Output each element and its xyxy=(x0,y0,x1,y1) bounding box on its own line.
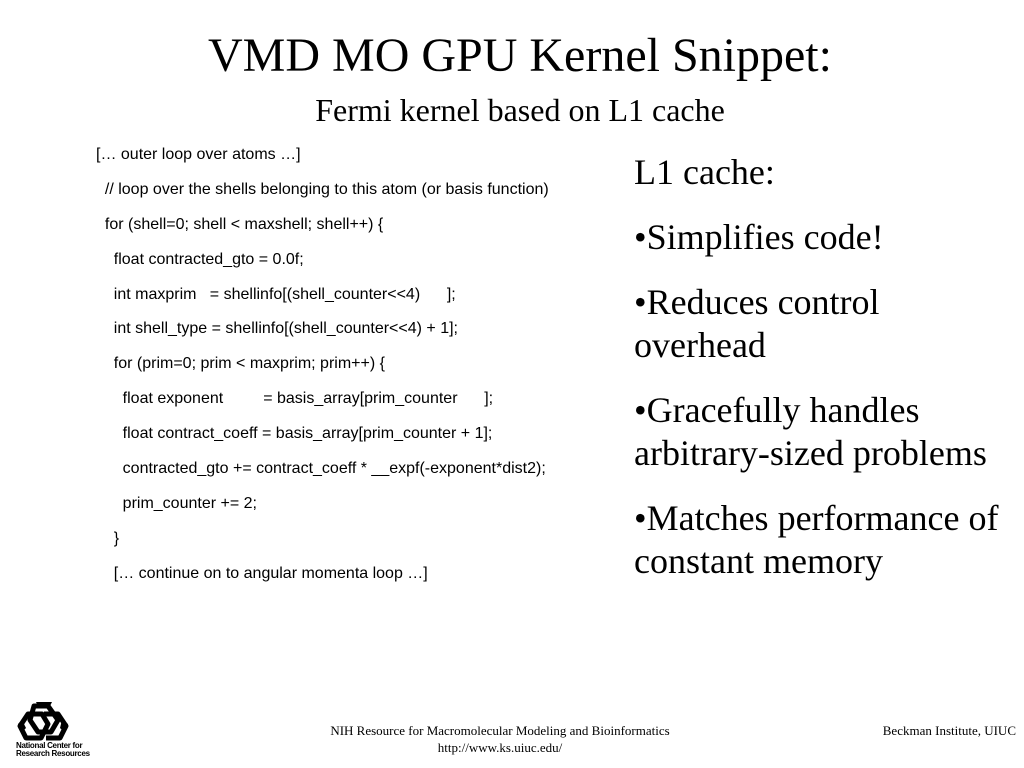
bullet-marker: • xyxy=(634,390,647,430)
bullet-list xyxy=(634,216,1019,583)
footer-resource-name: NIH Resource for Macromolecular Modeling and Bioinformatics xyxy=(330,723,670,738)
code-line: for (prim=0; prim < maxprim; prim++) { xyxy=(96,355,385,373)
bullet-marker: • xyxy=(634,217,647,257)
footer-url: http://www.ks.uiuc.edu/ xyxy=(437,740,563,755)
bullet-item xyxy=(634,497,1019,583)
code-line: contracted_gto += contract_coeff * __expf(-exponent*dist2); xyxy=(96,460,546,478)
bullet-item xyxy=(634,281,1019,367)
code-line: [… continue on to angular momenta loop …] xyxy=(96,564,428,582)
ncrr-logo xyxy=(14,700,90,762)
code-snippet xyxy=(96,143,549,597)
code-line: prim_counter += 2; xyxy=(96,494,257,512)
bullet-item xyxy=(634,389,1019,475)
footer-center xyxy=(300,722,700,756)
ncrr-logo-icon xyxy=(14,700,74,744)
code-line: float contracted_gto = 0.0f; xyxy=(96,250,304,268)
footer-institute: Beckman Institute, UIUC xyxy=(882,723,1016,738)
code-line: // loop over the shells belonging to this atom (or basis function) xyxy=(96,180,549,198)
bullet-text: Reduces control overhead xyxy=(634,282,880,365)
code-line: float exponent = basis_array[prim_counter ]; xyxy=(96,390,494,408)
bullet-heading: L1 cache: xyxy=(634,152,775,192)
bullet-panel xyxy=(634,151,1019,605)
slide-subtitle: Fermi kernel based on L1 cache xyxy=(315,92,725,128)
logo-line: National Center for xyxy=(16,741,83,750)
bullet-item xyxy=(634,216,1019,259)
slide-title: VMD MO GPU Kernel Snippet: xyxy=(208,29,832,82)
code-line: int shell_type = shellinfo[(shell_counter<<4) + 1]; xyxy=(96,320,458,338)
code-line: float contract_coeff = basis_array[prim_counter + 1]; xyxy=(96,425,493,443)
code-line: [… outer loop over atoms …] xyxy=(96,146,301,163)
code-line: int maxprim = shellinfo[(shell_counter<<4) ]; xyxy=(96,285,456,303)
code-line: } xyxy=(96,529,120,547)
bullet-marker: • xyxy=(634,498,647,538)
bullet-text: Matches performance of constant memory xyxy=(634,498,999,581)
logo-line: Research Resources xyxy=(16,749,90,758)
bullet-text: Gracefully handles arbitrary-sized problems xyxy=(634,390,987,473)
ncrr-logo-text xyxy=(16,741,90,758)
bullet-text: Simplifies code! xyxy=(646,217,884,257)
code-line: for (shell=0; shell < maxshell; shell++) { xyxy=(96,215,384,233)
bullet-marker: • xyxy=(634,282,647,322)
